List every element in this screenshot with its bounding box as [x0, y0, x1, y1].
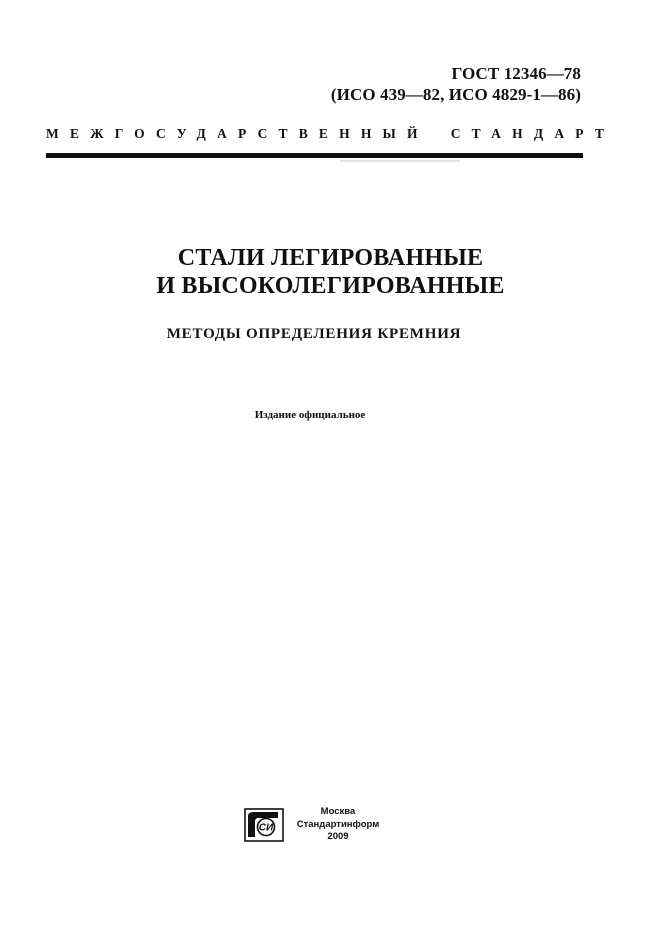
logo-lettering: СИ	[258, 822, 274, 834]
title-line-2: И ВЫСОКОЛЕГИРОВАННЫЕ	[156, 273, 505, 299]
standartinform-logo-icon	[244, 808, 284, 842]
standard-type-word-2: СТАНДАРТ	[450, 126, 616, 141]
heading-rule	[46, 153, 583, 158]
rule-shadow	[340, 160, 460, 162]
gost-number: ГОСТ 12346—78	[451, 64, 581, 83]
publication-year: 2009	[327, 831, 349, 842]
edition-note: Издание официальное	[254, 409, 366, 421]
publisher-name: Стандартинформ	[296, 818, 380, 830]
document-title	[0, 244, 661, 300]
document-header	[331, 63, 581, 105]
publisher-info	[288, 806, 388, 844]
publisher-city: Москва	[320, 806, 356, 817]
standard-type-heading	[46, 126, 616, 142]
iso-equivalents: (ИСО 439—82, ИСО 4829-1—86)	[330, 85, 581, 104]
standard-type-word-1: МЕЖГОСУДАРСТВЕННЫЙ	[46, 126, 429, 141]
publisher-block	[244, 806, 394, 846]
title-line-1: СТАЛИ ЛЕГИРОВАННЫЕ	[177, 245, 484, 271]
document-subtitle: МЕТОДЫ ОПРЕДЕЛЕНИЯ КРЕМНИЯ	[166, 326, 462, 342]
